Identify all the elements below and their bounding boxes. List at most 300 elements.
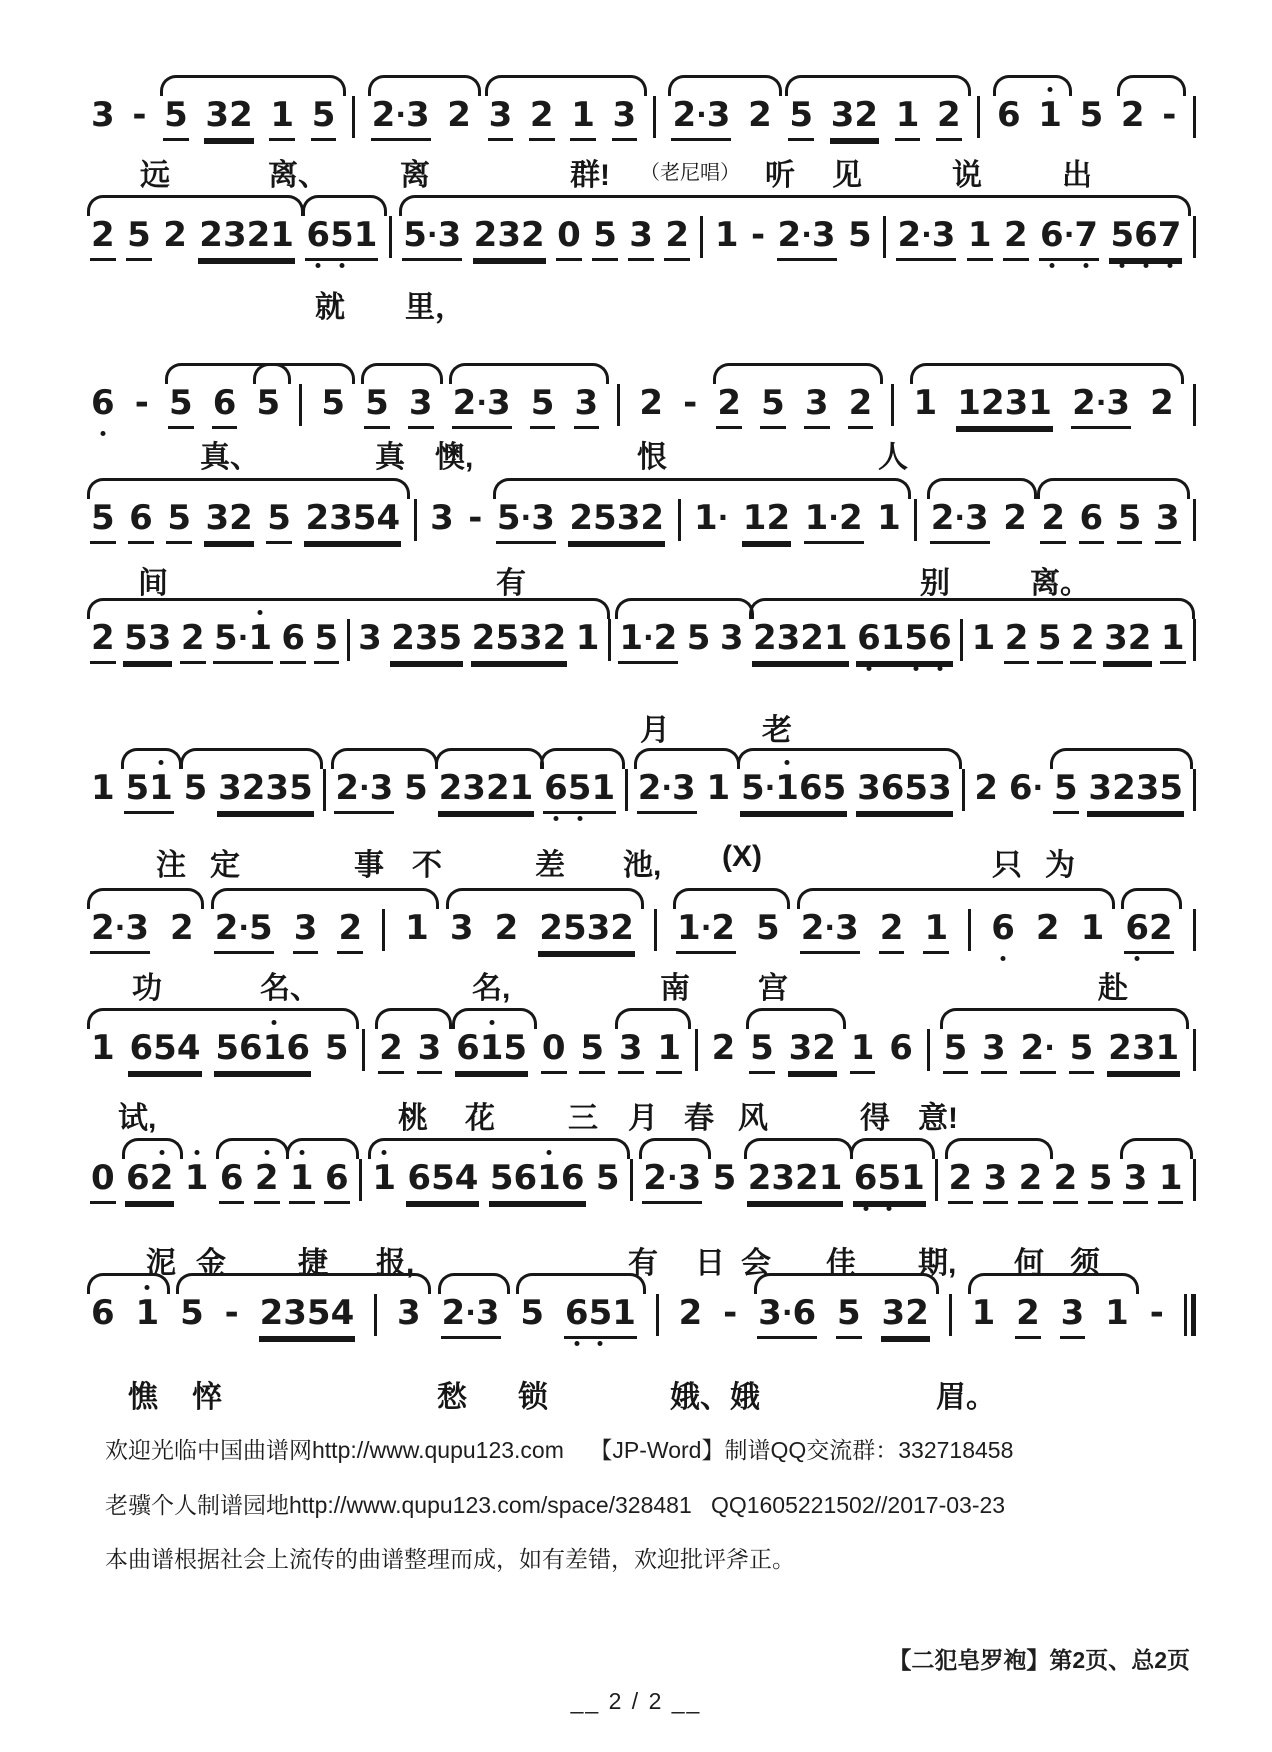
lyric-syllable: 月 [628,1102,658,1135]
note-token [396,1293,422,1336]
note-digit: 2 [229,498,253,538]
note-digit: 3 [931,215,956,255]
slur-arc [180,748,323,769]
note-digit: 1 [270,95,295,135]
note-digit: 2 [229,95,253,135]
note-digit: 3 [811,215,836,255]
note-digit: 2 [305,498,330,538]
note-digit: 3 [369,768,394,808]
note-token [1069,1028,1095,1074]
note-token [1060,1293,1086,1339]
note-digit: 2 [529,95,554,135]
note-token [757,1293,817,1339]
note-digit: 2 [711,908,736,948]
note-digit: 1 [877,498,901,538]
barline [414,499,417,541]
note-token [564,1293,637,1339]
note-token [489,1158,586,1204]
note-token [664,215,690,261]
lyric-syllable: 须 [1070,1247,1100,1280]
note-digit: 3 [1135,768,1160,808]
note-token [1161,95,1177,138]
note-digit: 5 [495,618,519,658]
note-token [804,383,830,429]
duration-dot: · [642,621,654,654]
barline [630,1159,633,1201]
note-digit: 3 [771,1158,796,1198]
barline [927,1029,930,1071]
note-digit: 1 [694,498,718,538]
note-token [131,95,147,138]
note-token [755,908,781,951]
note-digit: 3 [222,215,247,255]
note-token [219,1158,245,1204]
note-token [488,95,514,141]
lyric-syllable: 群! [570,159,610,192]
note-digit: - [1149,1293,1164,1333]
slur-arc [713,363,883,384]
note-digit: 2 [246,215,271,255]
note-digit: 1 [901,1158,925,1198]
note-digit: - [224,1293,239,1333]
note-token [124,768,173,814]
note-token [856,618,953,664]
note-digit: 1 [880,618,905,658]
note-token [441,1293,501,1339]
slur-arc [737,748,962,769]
lyric-syllable: 里， [405,291,465,324]
note-token [212,383,238,429]
note-digit: 3 [881,1293,906,1333]
note-token [996,95,1022,138]
note-digit: 1 [248,618,272,658]
note-digit: 6 [1008,768,1033,808]
note-digit: 5 [750,1028,774,1068]
note-token [1149,1293,1165,1336]
note-digit: 1 [571,95,595,135]
lyric-syllable: 悴 [192,1381,222,1414]
note-token [314,618,340,664]
note-digit: 5 [321,383,346,423]
notes-row [90,618,1196,666]
barline [359,1159,362,1201]
duration-dot: · [476,386,487,419]
note-digit: 5 [306,1293,331,1333]
lyric-syllable: 娥、 [670,1381,730,1414]
note-token [90,383,116,426]
note-digit: 3 [586,908,611,948]
note-digit: 2 [170,908,194,948]
barline [654,909,657,951]
note-digit: 6 [91,383,115,423]
slur-arc [785,75,971,96]
note-token [556,215,582,261]
note-token [496,498,556,544]
note-digit: 3 [265,768,290,808]
barline [883,216,886,258]
final-barline [1184,1294,1196,1336]
footer-disclaimer: 本曲谱根据社会上流传的曲谱整理而成，如有差错，欢迎批评斧正。 [105,1546,795,1572]
note-digit: 1 [924,908,949,948]
note-digit: 7 [1157,215,1182,255]
note-digit: 2 [838,498,863,538]
note-token [90,908,150,954]
note-digit: 2 [494,908,519,948]
lyric-syllable: 定 [210,849,240,882]
note-digit: 6 [544,768,568,808]
note-token [747,95,773,138]
duration-dot: · [114,911,126,944]
note-digit: 1 [895,95,920,135]
note-token [90,95,116,138]
note-digit: 5 [404,768,428,808]
note-token [214,908,274,954]
note-digit: 5 [943,1028,968,1068]
note-digit: 6 [798,768,823,808]
note-digit: 3 [218,768,242,808]
barline [299,384,302,426]
barline [656,1294,659,1336]
note-token [1103,618,1152,664]
note-digit: 3 [857,768,881,808]
note-token [804,498,864,544]
duration-dot: · [717,501,729,534]
note-digit: 2 [879,908,904,948]
note-token [971,1293,997,1336]
lyric-syllable: 捷 [298,1247,328,1280]
note-token [1002,498,1028,541]
note-token [711,1028,737,1071]
note-digit: 2 [1053,1158,1078,1198]
note-digit: 6 [996,95,1021,135]
note-digit: 2 [91,215,115,255]
note-token [320,383,346,426]
note-token [642,1158,702,1204]
note-digit: 2 [441,1293,466,1333]
note-token [406,1158,479,1204]
note-digit: 5 [183,768,208,808]
lyric-syllable: 报, [376,1247,415,1280]
note-token [678,1293,704,1336]
note-digit: 3 [293,908,318,948]
note-digit: 3 [125,908,149,948]
note-digit: 1 [619,618,643,658]
note-digit: 6 [1125,908,1149,948]
note-digit: 3 [449,908,474,948]
note-token [90,618,116,664]
note-token [881,1293,930,1339]
note-token [166,498,192,544]
note-token [213,618,273,664]
slur-arc [361,363,443,384]
note-digit: 6 [564,1293,589,1333]
note-digit: 1 [850,1028,875,1068]
note-token [638,383,664,426]
lyric-syllable: 得 [860,1102,890,1135]
note-digit: 5 [180,1293,204,1333]
note-token [693,498,729,541]
note-token [1018,1158,1044,1204]
music-system [90,768,1196,898]
note-digit: 3 [475,1293,500,1333]
note-digit: 2 [214,908,239,948]
note-digit: 6 [1134,215,1158,255]
note-digit: 6 [889,1028,913,1068]
barline [382,909,385,951]
note-digit: 5 [593,498,617,538]
note-digit: 5 [267,498,291,538]
note-digit: 1 [135,1293,160,1333]
lyric-syllable: 离。 [1030,567,1090,600]
note-digit: 1 [1155,1028,1180,1068]
duration-dot: · [237,621,249,654]
barline [960,619,963,661]
note-digit: 5 [1037,618,1062,658]
barline [968,909,971,951]
note-digit: 3 [283,1293,307,1333]
note-digit: 3 [488,95,513,135]
note-digit: 5 [324,1028,349,1068]
note-digit: 1 [1080,908,1105,948]
note-digit: 5 [352,498,377,538]
barline [1193,619,1196,661]
note-token [1003,215,1029,261]
note-token [337,908,363,954]
note-digit: 2 [980,383,1005,423]
note-token [334,768,394,814]
note-digit: 1 [405,908,429,948]
note-digit: 2 [180,618,205,658]
duration-dot: · [395,98,406,131]
note-token [850,1028,876,1074]
note-digit: 1 [509,768,534,808]
lyric-syllable: 名、 [260,972,320,1005]
note-digit: 1 [657,1028,682,1068]
barline [891,384,894,426]
note-digit: 2 [471,618,496,658]
note-token [254,1158,280,1204]
note-digit: 2 [542,618,567,658]
lyric-syllable: 出 [1062,159,1092,192]
note-token [519,1293,545,1336]
note-token [90,768,116,811]
barline [1193,1029,1196,1071]
notes-row [90,908,1196,956]
note-token [948,1158,974,1204]
note-digit: 3 [430,498,454,538]
note-token [747,1158,844,1204]
note-digit: 3 [804,383,829,423]
note-token [656,1028,682,1074]
note-token [408,383,434,429]
note-digit: 2 [338,908,363,948]
note-digit: - [683,383,698,423]
note-digit: 1 [913,383,938,423]
note-digit: - [134,383,149,423]
note-token [618,618,678,664]
note-token [1040,498,1066,544]
note-digit: 2 [569,498,594,538]
note-digit: 5 [125,768,150,808]
note-digit: 5 [580,1028,605,1068]
lyric-syllable: 眉。 [936,1381,996,1414]
lyric-syllable: 娥 [730,1381,760,1414]
footer-author-credit: 老骥个人制谱园地http://www.qupu123.com/space/328481 QQ1605221502//2017-03-23 [105,1492,1006,1518]
lyric-syllable: 宫 [758,972,788,1005]
lyric-syllable: 金 [196,1247,226,1280]
note-token [1079,498,1105,544]
note-token [1155,498,1181,544]
barline [653,96,656,138]
note-digit: 3 [329,498,353,538]
note-digit: 2 [1112,768,1136,808]
note-token [204,498,253,544]
note-digit: 5 [168,383,193,423]
music-system [90,383,1196,513]
duration-dot: · [238,911,250,944]
note-digit: 0 [91,1158,115,1198]
note-digit: 5 [588,1293,613,1333]
note-digit: 3 [677,1158,702,1198]
note-digit: 5 [496,498,521,538]
note-token [1123,1158,1149,1204]
lyric-syllable: 只 [992,849,1022,882]
note-digit: 2 [800,908,825,948]
note-digit: 2 [438,768,463,808]
lyric-syllable: 日 [695,1247,725,1280]
notes-row [90,498,1196,546]
note-digit: 3 [437,215,462,255]
note-digit: 3 [616,498,641,538]
note-token [568,498,665,544]
note-digit: 2 [1150,383,1174,423]
lyric-syllable: 远 [140,159,170,192]
slur-arc [331,748,438,769]
note-digit: 2 [539,908,563,948]
duration-dot: · [465,1296,476,1329]
note-token [529,95,555,141]
note-digit: 3 [1004,383,1029,423]
lyric-syllable: 恨 [637,441,667,474]
note-digit: 2 [1035,908,1060,948]
notes-row [90,95,1196,143]
note-digit: 5 [215,1028,239,1068]
note-digit: 3 [788,1028,813,1068]
note-token [800,908,860,954]
note-digit: 1 [372,1158,397,1198]
note-digit: 5 [249,908,273,948]
lyric-syllable: 真、 [200,441,260,474]
note-digit: - [132,95,147,135]
note-token [224,1293,240,1336]
lyric-syllable: 差 [535,849,565,882]
note-digit: 5 [153,1028,177,1068]
note-digit: 2 [639,383,664,423]
slur-arc [910,363,1184,384]
note-token [364,383,390,429]
note-digit: 2 [747,1158,772,1198]
note-digit: 5 [904,768,929,808]
note-digit: 2 [637,768,662,808]
note-token [324,1028,350,1071]
barline [323,769,326,811]
note-digit: 2 [91,908,115,948]
lyric-syllable: 为 [1045,849,1075,882]
note-digit: 6 [792,1293,817,1333]
note-token [983,1158,1009,1204]
lyric-syllable: 名, [472,972,511,1005]
lyric-syllable: 听 [765,159,795,192]
lyric-syllable: 就 [315,291,345,324]
note-digit: 1 [1038,95,1062,135]
barline [1193,384,1196,426]
barline [1193,769,1196,811]
lyric-syllable: 桃 [398,1102,428,1135]
note-digit: 3 [205,95,230,135]
note-digit: 5 [836,1293,861,1333]
note-token [90,498,116,544]
note-digit: 2 [1041,498,1066,538]
note-digit: 5 [712,1158,737,1198]
note-token [128,498,154,544]
note-digit: 3 [147,618,172,658]
note-token [162,215,188,258]
slur-arc [1117,75,1186,96]
note-token [1004,618,1030,664]
note-token [1107,1028,1180,1074]
note-digit: 5 [1053,768,1078,808]
slur-arc [121,748,182,769]
note-digit: 5 [365,383,389,423]
note-token [293,908,319,954]
note-digit: 2 [974,768,999,808]
note-digit: 2 [678,1293,703,1333]
note-token [1071,383,1131,429]
note-digit: 5 [562,908,587,948]
note-digit: 2 [447,95,471,135]
note-digit: 2 [199,215,223,255]
note-digit: 7 [1074,215,1099,255]
note-digit: 1 [353,215,378,255]
note-digit: 3 [982,1028,1006,1068]
note-token [967,215,993,261]
note-token [913,383,939,426]
barline [389,216,392,258]
note-digit: 4 [176,1028,201,1068]
note-digit: 3 [776,618,801,658]
music-system [90,1293,1196,1423]
note-digit: 5 [593,215,617,255]
note-digit: 0 [541,1028,566,1068]
note-token [930,498,990,544]
note-digit: 5 [1079,95,1104,135]
note-digit: 1 [742,498,767,538]
note-digit: 3 [531,498,555,538]
lyric-syllable: 何 [1014,1247,1044,1280]
slur-arc [993,75,1072,96]
note-digit: 3 [574,383,599,423]
note-token [956,383,1053,429]
note-digit: 2 [1108,1028,1132,1068]
note-token [1037,618,1063,664]
notes-row [90,215,1196,263]
note-digit: 2 [812,1028,836,1068]
slur-arc [165,363,291,384]
barline [700,216,703,258]
lyric-syllable: 佳 [826,1247,856,1280]
slur-arc [435,748,544,769]
note-digit: 2 [1127,618,1152,658]
